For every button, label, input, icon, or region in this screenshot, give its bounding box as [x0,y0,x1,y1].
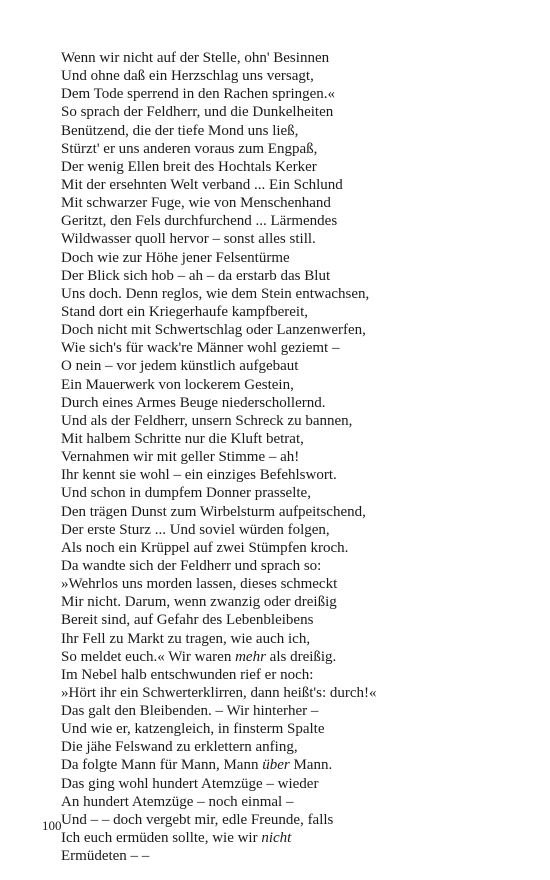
line-text: Doch wie zur Höhe jener Felsentürme [61,249,290,266]
line-text: Uns doch. Denn reglos, wie dem Stein entwachsen, [61,285,370,302]
line-text: Benützend, die der tiefe Mond uns ließ, [61,122,299,139]
line-text: Mit schwarzer Fuge, wie von Menschenhand [61,195,331,212]
poem-line [61,49,521,67]
poem-line [61,611,521,629]
line-text: Durch eines Armes Beuge niederschollernd. [61,394,326,411]
poem-line [61,430,521,448]
line-text: Stand dort ein Kriegerhaufe kampfbereit, [61,303,308,320]
poem-line [61,249,521,267]
line-text: Mir nicht. Darum, wenn zwanzig oder dreißig [61,594,337,611]
line-text: Ihr Fell zu Markt zu tragen, wie auch ich, [61,630,311,647]
poem-line [61,684,521,702]
line-text: Mit der ersehnten Welt verband ... Ein Schlund [61,176,343,193]
line-text: Ermüdeten – – [61,848,150,865]
poem-line [61,539,521,557]
italic-emphasis: mehr [235,648,266,665]
poem-line [61,630,521,648]
poem-line [61,394,521,412]
line-text: Und – – doch vergebt mir, edle Freunde, falls [61,811,334,828]
poem-line [61,103,521,121]
poem-line [61,484,521,502]
poem-line [61,702,521,720]
poem-line [61,448,521,466]
poem-line [61,285,521,303]
poem-line [61,738,521,756]
line-text: Der wenig Ellen breit des Hochtals Kerker [61,158,317,175]
poem-line [61,67,521,85]
line-text: Wie sich's für wack're Männer wohl geziemt – [61,340,340,357]
line-text: Im Nebel halb entschwunden rief er noch: [61,666,314,683]
poem-line [61,756,521,774]
poem-text-block [61,49,521,865]
poem-line [61,503,521,521]
page-number: 100 [42,818,62,833]
line-text: Das galt den Bleibenden. – Wir hinterher – [61,703,319,720]
poem-line [61,122,521,140]
line-text: Als noch ein Krüppel auf zwei Stümpfen kroch. [61,539,349,556]
italic-emphasis: über [262,757,290,774]
poem-line [61,303,521,321]
line-text: Und ohne daß ein Herzschlag uns versagt, [61,68,314,85]
line-text: Ein Mauerwerk von lockerem Gestein, [61,376,294,393]
poem-line [61,593,521,611]
line-text: Wenn wir nicht auf der Stelle, ohn' Besinnen [61,50,330,66]
line-text: Und schon in dumpfem Donner prasselte, [61,485,311,502]
poem-line [61,176,521,194]
line-text: Vernahmen wir mit geller Stimme – ah! [61,449,300,466]
poem-line [61,85,521,103]
line-text: Das ging wohl hundert Atemzüge – wieder [61,775,319,792]
poem-line [61,575,521,593]
line-text: Dem Tode sperrend in den Rachen springen.« [61,86,336,103]
poem-line [61,775,521,793]
poem-line [61,230,521,248]
line-text: O nein – vor jedem künstlich aufgebaut [61,358,299,375]
line-text: Stürzt' er uns anderen voraus zum Engpaß, [61,140,318,157]
line-text: Wildwasser quoll hervor – sonst alles still. [61,231,316,248]
line-text: Und als der Feldherr, unsern Schreck zu bannen, [61,412,353,429]
poem-line [61,521,521,539]
poem-line [61,339,521,357]
line-text: Der erste Sturz ... Und soviel würden folgen, [61,521,330,538]
poem-line [61,140,521,158]
italic-emphasis: nicht [261,830,292,847]
poem-line [61,720,521,738]
line-text: »Wehrlos uns morden lassen, dieses schmeckt [61,576,338,593]
line-text: Ich euch ermüden sollte, wie wir [61,830,262,847]
line-text: Doch nicht mit Schwertschlag oder Lanzenwerfen, [61,322,366,339]
poem-line [61,357,521,375]
poem-line [61,412,521,430]
line-text: An hundert Atemzüge – noch einmal – [61,793,294,810]
poem-line [61,648,521,666]
line-text: So meldet euch.« Wir waren [61,648,236,665]
line-text: Ihr kennt sie wohl – ein einziges Befehlswort. [61,467,337,484]
poem-line [61,466,521,484]
line-text: Da folgte Mann für Mann, Mann [61,757,263,774]
poem-line [61,829,521,847]
line-text: Mann. [289,757,333,774]
line-text: So sprach der Feldherr, und die Dunkelheiten [61,104,334,121]
poem-line [61,811,521,829]
poem-line [61,666,521,684]
poem-line [61,793,521,811]
poem-line [61,267,521,285]
line-text: Da wandte sich der Feldherr und sprach so: [61,557,322,574]
poem-line [61,321,521,339]
line-text: als dreißig. [265,648,337,665]
line-text: Den trägen Dunst zum Wirbelsturm aufpeitschend, [61,503,366,520]
poem-line [61,212,521,230]
line-text: Bereit sind, auf Gefahr des Lebenbleibens [61,612,314,629]
line-text: Mit halbem Schritte nur die Kluft betrat, [61,430,304,447]
line-text: »Hört ihr ein Schwerterklirren, dann heißt's: durch!« [61,684,377,701]
poem-line [61,158,521,176]
poem-line [61,557,521,575]
line-text: Und wie er, katzengleich, in finsterm Spalte [61,721,325,738]
line-text: Geritzt, den Fels durchfurchend ... Lärmendes [61,213,338,230]
line-text: Der Blick sich hob – ah – da erstarb das Blut [61,267,331,284]
poem-line [61,376,521,394]
poem-line [61,847,521,865]
poem-line [61,194,521,212]
line-text: Die jähe Felswand zu erklettern anfing, [61,739,298,756]
